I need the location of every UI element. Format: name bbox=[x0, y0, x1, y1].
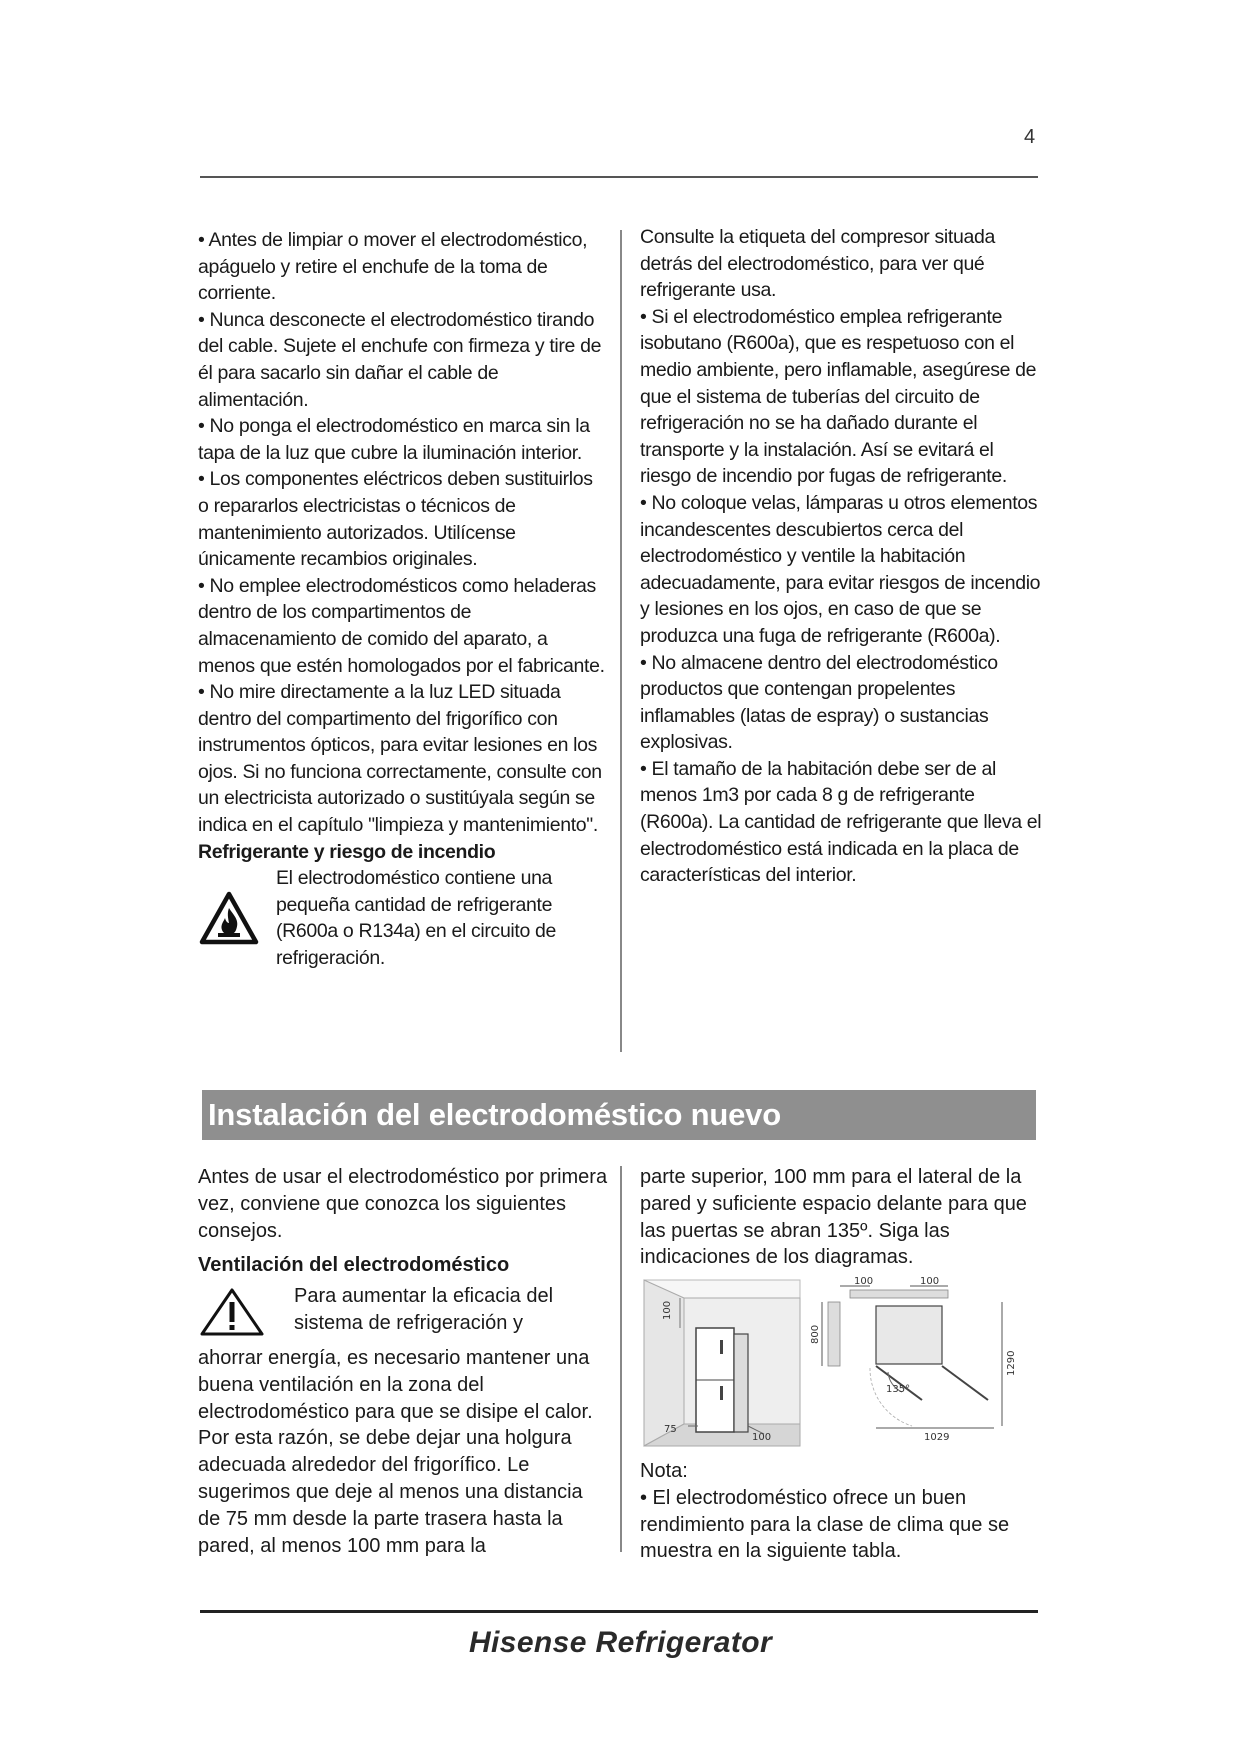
ventilation-heading: Ventilación del electrodoméstico bbox=[198, 1254, 510, 1277]
lower-left-column bbox=[198, 1164, 608, 1559]
note-text: • El electrodoméstico ofrece un buen rendimiento para la clase de clima que se muestra en la siguiente tabla. bbox=[640, 1486, 1010, 1563]
safety-bullet-isobutane: • Si el electrodoméstico emplea refrigerante isobutano (R600a), que es respetuoso con el medio ambiente, pero inflamable, asegúrese de que el sistema de tuberías del circuito de refrigeración no se ha dañado durante el transporte y la instalación. Así se evitará el riesgo de incendio por fugas de refrigerante. bbox=[640, 305, 1037, 488]
plan-right-gap-label: 100 bbox=[920, 1276, 940, 1287]
ventilation-lead-block bbox=[198, 1283, 608, 1345]
plan-view-figure bbox=[810, 1276, 1017, 1443]
safety-bullet-cleaning: • Antes de limpiar o mover el electrodoméstico, apáguelo y retire el enchufe de la toma de corriente. bbox=[198, 229, 588, 305]
safety-bullet-light-cover: • No ponga el electrodoméstico en marca sin la tapa de la luz que cubre la iluminación interior. bbox=[198, 415, 590, 464]
brand-footer: Hisense Refrigerator bbox=[468, 1626, 773, 1659]
compressor-label-text: Consulte la etiqueta del compresor situada detrás del electrodoméstico, para ver qué refrigerante usa. bbox=[640, 226, 995, 302]
back-clearance-label: 75 bbox=[664, 1424, 677, 1435]
safety-bullet-led-light: • No mire directamente a la luz LED situada dentro del compartimento del frigorífico con instrumentos ópticos, para evitar lesiones en los ojos. Si no funciona correctamente, consulte con un electricista autorizado o sustitúyala según se indica en el capítulo "limpieza y mantenimiento". bbox=[198, 681, 602, 837]
upper-right-column bbox=[640, 224, 1048, 889]
safety-bullet-appliances-inside: • No emplee electrodomésticos como heladeras dentro de los compartimentos de almacenamiento de comido del aparato, a menos que estén homologados por el fabricante. bbox=[198, 574, 605, 677]
clearance-diagram bbox=[640, 1276, 1032, 1454]
note-block bbox=[640, 1458, 1040, 1565]
flammable-warning-icon bbox=[198, 890, 276, 946]
section-title-banner: Instalación del electrodoméstico nuevo bbox=[202, 1090, 1036, 1140]
note-label: Nota: bbox=[640, 1460, 688, 1482]
fire-risk-text: El electrodoméstico contiene una pequeña cantidad de refrigerante (R600a o R134a) en el circuito de refrigeración. bbox=[276, 867, 557, 970]
clearance-text: parte superior, 100 mm para el lateral de la pared y suficiente espacio delante para que las puertas se abran 135º. Siga las indicaciones de los diagramas. bbox=[640, 1166, 1027, 1269]
safety-bullet-room-size: • El tamaño de la habitación debe ser de al menos 1m3 por cada 8 g de refrigerante (R600a). La cantidad de refrigerante que lleva el electrodoméstico está indicada en la placa de características del interior. bbox=[640, 757, 1042, 887]
open-depth-label: 1290 bbox=[1006, 1350, 1017, 1376]
safety-bullet-propellants: • No almacene dentro del electrodoméstico productos que contengan propelentes inflamables (latas de espray) o sustancias explosivas. bbox=[640, 651, 998, 754]
ventilation-body-text: ahorrar energía, es necesario mantener una buena ventilación en la zona del electrodoméstico para que se disipe el calor. Por esta razón, se debe dejar una holgura adecuada alrededor del frigorífico. Le sugerimos que deje al menos una distancia de 75 mm desde la parte trasera hasta la pared, al menos 100 mm para la bbox=[198, 1346, 593, 1557]
upper-left-column bbox=[198, 227, 606, 972]
header-rule bbox=[200, 176, 1038, 178]
safety-bullet-unplug: • Nunca desconecte el electrodoméstico tirando del cable. Sujete el enchufe con firmeza y tire de él para sacarlo sin dañar el cable de alimentación. bbox=[198, 308, 602, 411]
door-angle-label: 135° bbox=[886, 1384, 911, 1395]
caution-warning-icon bbox=[198, 1283, 294, 1345]
page-number: 4 bbox=[1024, 126, 1036, 148]
column-divider bbox=[620, 230, 622, 1052]
fire-warning-block bbox=[198, 865, 606, 971]
column-divider-lower bbox=[620, 1166, 622, 1552]
plan-left-gap-label: 100 bbox=[854, 1276, 874, 1287]
open-width-label: 1029 bbox=[924, 1432, 950, 1443]
ventilation-lead-text: Para aumentar la eficacia del sistema de refrigeración y bbox=[294, 1285, 554, 1334]
lower-right-column bbox=[640, 1164, 1040, 1271]
side-clearance-label: 100 bbox=[752, 1432, 772, 1443]
safety-bullet-candles: • No coloque velas, lámparas u otros elementos incandescentes descubiertos cerca del electrodoméstico y ventile la habitación adecuadamente, para evitar riesgos de incendio y lesiones en los ojos, en caso de que se produzca una fuga de refrigerante (R600a). bbox=[640, 491, 1041, 647]
top-clearance-label: 100 bbox=[662, 1300, 673, 1320]
footer-rule bbox=[200, 1610, 1038, 1613]
depth-label: 800 bbox=[810, 1324, 821, 1344]
fire-risk-heading: Refrigerante y riesgo de incendio bbox=[198, 840, 496, 863]
safety-bullet-electrical-parts: • Los componentes eléctricos deben sustituirlos o repararlos electricistas o técnicos de mantenimiento autorizados. Utilícense únicamente recambios originales. bbox=[198, 468, 593, 571]
installation-intro: Antes de usar el electrodoméstico por primera vez, conviene que conozca los siguientes consejos. bbox=[198, 1166, 608, 1242]
room-perspective-figure bbox=[644, 1280, 800, 1446]
